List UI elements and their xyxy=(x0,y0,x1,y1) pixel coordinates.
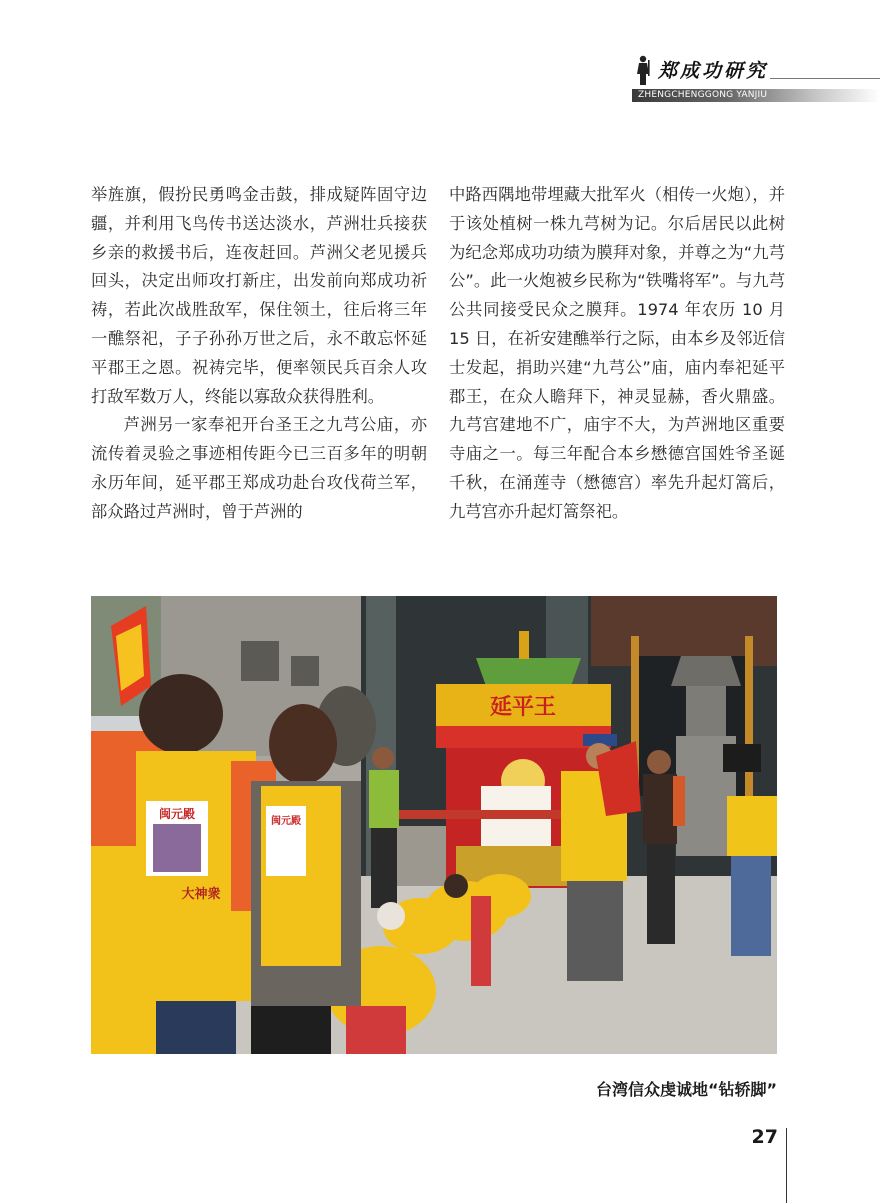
journal-subtitle-bar xyxy=(632,89,880,102)
devotee-standing-back xyxy=(369,747,399,908)
text-column-left xyxy=(91,181,427,527)
page-number: 27 xyxy=(751,1126,778,1148)
photo-caption: 台湾信众虔诚地“钻轿脚” xyxy=(595,1080,777,1099)
vest-print-left: 闽元殿 xyxy=(158,807,196,821)
journal-header xyxy=(630,52,880,104)
vest-slogan: 大神衆 xyxy=(181,887,221,902)
ceremony-illustration xyxy=(91,596,777,1054)
header-rule xyxy=(770,78,880,79)
paragraph: 中路西隅地带埋藏大批军火（相传一火炮），并于该处植树一株九芎树为记。尔后居民以此树为纪念郑成功功绩为膜拜对象，并尊之为“九芎公”。此一火炮被乡民称为“铁嘴将军”。与九芎公共同接受民众之膜拜。1974 年农历 10 月 15 日，在祈安建醮举行之际，由本乡及邻近信士发起，捐助兴建“九芎公”庙，庙内奉祀延平郡王，在众人瞻拜下，神灵显赫，香火鼎盛。九芎宫建地不广，庙宇不大，为芦洲地区重要寺庙之一。每三年配合本乡懋德宫国姓爷圣诞千秋，在涌莲寺（懋德宫）率先升起灯篙后，九芎宫亦升起灯篙祭祀。 xyxy=(449,185,785,521)
paragraph: 芦洲另一家奉祀开台圣王之九芎公庙，亦流传着灵验之事迹相传距今已三百多年的明朝永历年间，延平郡王郑成功赴台攻伐荷兰军，部众路过芦洲时，曾于芦洲的 xyxy=(91,415,427,521)
page-number-rule xyxy=(786,1128,787,1203)
journal-title: 郑成功研究 xyxy=(658,60,769,82)
paragraph: 举旌旗，假扮民勇鸣金击鼓，排成疑阵固守边疆，并利用飞鸟传书送达淡水，芦洲壮兵接获乡亲的救援书后，连夜赶回。芦洲父老见援兵回头，决定出师攻打新庄，出发前向郑成功祈祷，若此次战胜敌军，保住领土，往后将三年一醮祭祀，子子孙孙万世之后，永不敢忘怀延平郡王之恩。祝祷完毕，便率领民兵百余人攻打敌军数万人，终能以寡敌众获得胜利。 xyxy=(91,185,427,406)
vest-print-right: 闽元殿 xyxy=(271,816,301,827)
zheng-chenggong-figure-icon xyxy=(632,54,654,86)
palanquin-pole xyxy=(381,810,581,819)
ceremony-photo xyxy=(91,596,777,1054)
palanquin-sign: 延平王 xyxy=(489,694,557,720)
journal-subtitle: ZHENGCHENGGONG YANJIU xyxy=(638,90,768,100)
text-column-right xyxy=(449,181,785,527)
